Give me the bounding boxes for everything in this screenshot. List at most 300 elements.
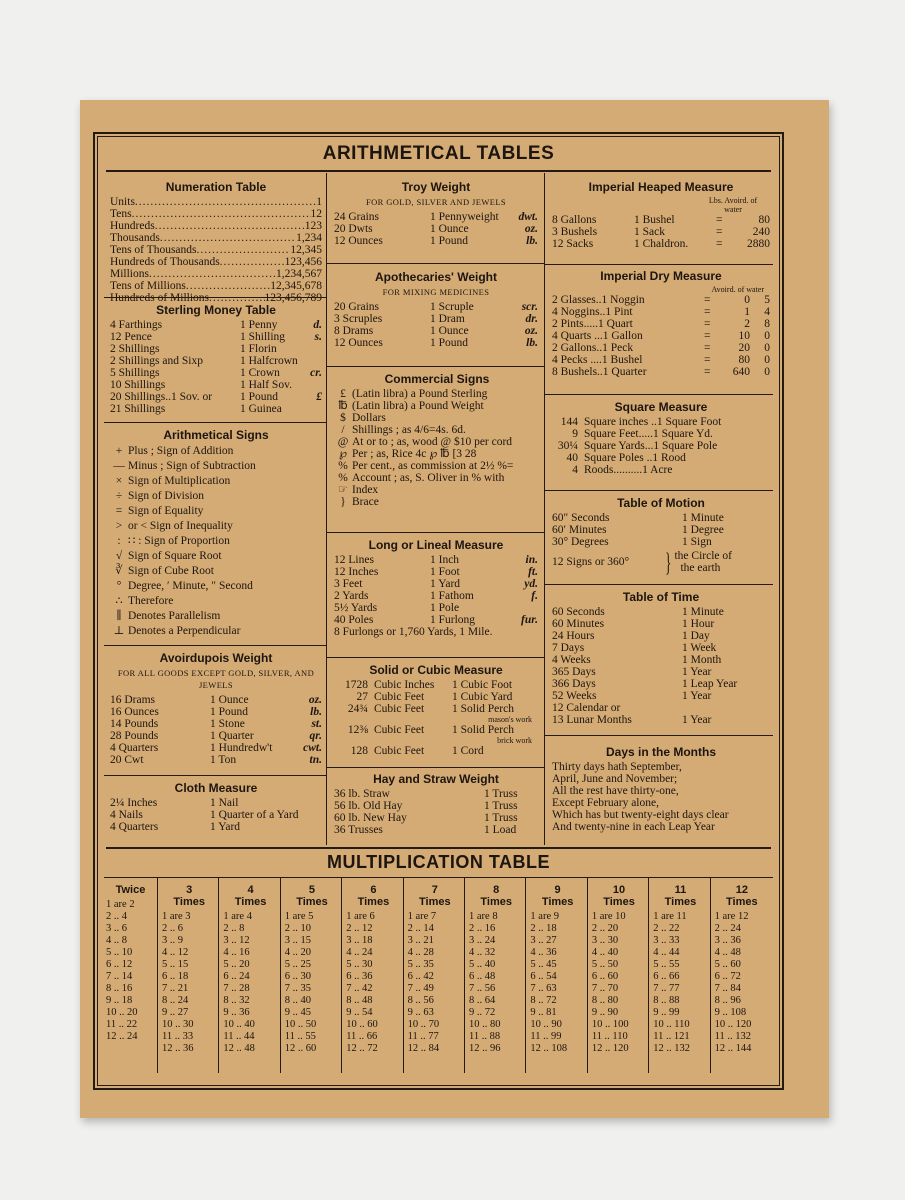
multiplication-line: 2 .. 22 bbox=[653, 923, 680, 934]
divider bbox=[545, 584, 773, 585]
numeration-row bbox=[110, 232, 322, 244]
arith-signs-title: Arithmetical Signs bbox=[163, 428, 269, 442]
equals-sign: = bbox=[716, 238, 723, 250]
arith-sign-row-text: Sign of Cube Root bbox=[128, 565, 214, 577]
multiplication-line: 2 .. 4 bbox=[106, 911, 127, 922]
arith-sign-row-symbol: ÷ bbox=[115, 490, 123, 502]
time-row-right bbox=[682, 702, 770, 714]
cubic-measure bbox=[334, 662, 538, 757]
numeration-row-left: Hundreds of Millions bbox=[110, 292, 210, 304]
numeration-row-right: 12 bbox=[310, 208, 322, 220]
avoirdupois-row-left: 14 Pounds bbox=[110, 718, 159, 730]
arith-sign-row-symbol: × bbox=[115, 475, 123, 487]
lineal-row-left: 40 Poles bbox=[334, 614, 374, 626]
divider bbox=[104, 297, 326, 298]
arith-sign-row bbox=[110, 519, 322, 534]
numeration-row-leader bbox=[132, 208, 311, 220]
multiplication-line: 4 .. 28 bbox=[407, 947, 434, 958]
arith-sign-row-symbol: ⊥ bbox=[113, 625, 125, 637]
dry-left: 2 Glasses..1 Noggin bbox=[552, 294, 645, 306]
square-qty: 9 bbox=[572, 428, 578, 440]
equals-sign: = bbox=[704, 366, 711, 378]
time-row bbox=[552, 654, 770, 666]
hay-row-right: 1 Truss bbox=[484, 800, 518, 812]
cubic-unit: Cubic Feet bbox=[374, 745, 425, 757]
multiplication-line: 8 .. 56 bbox=[407, 995, 434, 1006]
motion-circle-row: 12 Signs or 360° } the Circle of the earth bbox=[552, 548, 732, 577]
lineal-row-abbr: fur. bbox=[521, 614, 538, 626]
imperial-heaped-measure bbox=[552, 179, 770, 250]
commercial-sign-row-text: (Latin libra) a Pound Weight bbox=[352, 400, 484, 412]
cloth-row bbox=[110, 797, 322, 809]
multiplication-line: 4 .. 24 bbox=[346, 947, 373, 958]
divider bbox=[327, 767, 544, 768]
troy-row-left: 24 Grains bbox=[334, 211, 380, 223]
hay-row-left: 36 lb. Straw bbox=[334, 788, 390, 800]
multiplication-line: 6 .. 42 bbox=[407, 971, 434, 982]
time-row-right: 1 Minute bbox=[682, 606, 724, 618]
hay-title: Hay and Straw Weight bbox=[373, 772, 499, 786]
time-row-left: 60 Seconds bbox=[552, 606, 605, 618]
multiplication-line: 8 .. 40 bbox=[284, 995, 312, 1006]
dry-row bbox=[552, 366, 770, 378]
time-row-right: 1 Day bbox=[682, 630, 710, 642]
dry-oz: 0 bbox=[764, 354, 770, 366]
multiplication-column-head: 6 Times bbox=[357, 884, 390, 908]
commercial-sign-row-text: At or to ; as, wood @ $10 per cord bbox=[352, 436, 513, 448]
numeration-row-left: Tens of Millions bbox=[110, 280, 186, 292]
multiplication-line: 12 .. 132 bbox=[653, 1043, 690, 1054]
avoirdupois-row-right: 1 Pound bbox=[210, 706, 249, 718]
cubic-result: 1 Solid Perch bbox=[452, 724, 514, 736]
divider bbox=[327, 366, 544, 367]
time-row-left: 60 Minutes bbox=[552, 618, 605, 630]
arith-sign-row bbox=[110, 624, 322, 639]
avoirdupois-title: Avoirdupois Weight bbox=[159, 651, 273, 665]
motion-row-right: 1 Minute bbox=[682, 512, 724, 524]
multiplication-line: 10 .. 80 bbox=[469, 1019, 501, 1030]
multiplication-line: 10 .. 30 bbox=[161, 1019, 194, 1030]
multiplication-line: 5 .. 25 bbox=[284, 959, 312, 970]
sterling-row bbox=[110, 331, 322, 343]
dry-left: 8 Bushels..1 Quarter bbox=[552, 366, 647, 378]
lineal-row-abbr: yd. bbox=[524, 578, 538, 590]
arith-sign-row-text: Sign of Equality bbox=[128, 505, 204, 517]
multiplication-line: 3 .. 27 bbox=[530, 935, 557, 946]
sterling-row bbox=[110, 355, 322, 367]
cubic-result: 1 Solid Perch bbox=[452, 703, 514, 715]
multiplication-line: 6 .. 48 bbox=[469, 971, 496, 982]
troy-row-abbr: lb. bbox=[526, 235, 538, 247]
commercial-sign-row-symbol: } bbox=[340, 496, 346, 508]
dry-left: 4 Noggins..1 Pint bbox=[552, 306, 633, 318]
time-row-right: 1 Year bbox=[682, 714, 712, 726]
square-qty: 144 bbox=[560, 416, 578, 428]
verse-line: Which has but twenty-eight days clear bbox=[552, 809, 729, 821]
dry-lbs: 0 bbox=[744, 294, 750, 306]
square-text: Roods..........1 Acre bbox=[584, 464, 673, 476]
square-row bbox=[552, 416, 770, 428]
avoirdupois-row bbox=[110, 694, 322, 706]
multiplication-line: 5 .. 50 bbox=[591, 959, 619, 970]
multiplication-line: 7 .. 49 bbox=[407, 983, 434, 994]
dry-row bbox=[552, 306, 770, 318]
multiplication-line: 4 .. 12 bbox=[161, 947, 189, 958]
cloth-row-right: 1 Quarter of a Yard bbox=[210, 809, 299, 821]
dry-left: 2 Gallons..1 Peck bbox=[552, 342, 634, 354]
time-row-right: 1 Month bbox=[682, 654, 722, 666]
numeration-row-leader bbox=[197, 244, 291, 256]
heaped-mid: 1 Chaldron. bbox=[634, 238, 689, 250]
multiplication-column bbox=[218, 878, 279, 1073]
equals-sign: = bbox=[716, 214, 723, 226]
multiplication-line: 6 .. 72 bbox=[714, 971, 741, 982]
avoirdupois-row-left: 16 Drams bbox=[110, 694, 156, 706]
multiplication-line: 5 .. 35 bbox=[407, 959, 434, 970]
time-row-left: 13 Lunar Months bbox=[552, 714, 632, 726]
commercial-sign-row-symbol: £ bbox=[340, 388, 346, 400]
commercial-sign-row-text: Dollars bbox=[352, 412, 386, 424]
avoirdupois-row-left: 16 Ounces bbox=[110, 706, 159, 718]
avoirdupois-weight bbox=[110, 650, 322, 766]
multiplication-line: 1 are 3 bbox=[161, 911, 191, 922]
multiplication-line: 3 .. 12 bbox=[223, 935, 250, 946]
dry-title: Imperial Dry Measure bbox=[600, 269, 722, 283]
divider bbox=[545, 264, 773, 265]
cloth-row-left: 4 Nails bbox=[110, 809, 143, 821]
divider bbox=[545, 490, 773, 491]
cubic-unit: Cubic Feet bbox=[374, 691, 425, 703]
arith-sign-row bbox=[110, 534, 322, 549]
multiplication-line: 9 .. 63 bbox=[407, 1007, 434, 1018]
arith-sign-row bbox=[110, 444, 322, 459]
numeration-row bbox=[110, 244, 322, 256]
sterling-row-abbr: cr. bbox=[310, 367, 322, 379]
multiplication-column bbox=[102, 878, 157, 1073]
multiplication-line: 9 .. 72 bbox=[469, 1007, 496, 1018]
avoirdupois-row bbox=[110, 718, 322, 730]
lineal-row bbox=[334, 602, 538, 614]
multiplication-line: 10 .. 50 bbox=[284, 1019, 317, 1030]
cubic-qty: 12⅜ bbox=[347, 724, 368, 736]
apothecaries-subtitle: FOR MIXING MEDICINES bbox=[382, 287, 490, 297]
numeration-row-right: 12,345 bbox=[290, 244, 322, 256]
sterling-row bbox=[110, 319, 322, 331]
motion-title: Table of Motion bbox=[617, 496, 705, 510]
multiplication-line: 9 .. 27 bbox=[161, 1007, 189, 1018]
arithmetical-signs bbox=[110, 427, 322, 639]
arith-sign-row-text: Therefore bbox=[128, 595, 174, 607]
multiplication-column bbox=[464, 878, 525, 1073]
hay-row bbox=[334, 788, 538, 800]
lineal-row-left: 12 Inches bbox=[334, 566, 379, 578]
apothecaries-row bbox=[334, 313, 538, 325]
arith-sign-row-text: Denotes a Perpendicular bbox=[128, 625, 241, 637]
apothecaries-row bbox=[334, 325, 538, 337]
multiplication-line: 3 .. 15 bbox=[284, 935, 312, 946]
multiplication-line: 11 .. 44 bbox=[223, 1031, 255, 1042]
multiplication-column-head: 11 Times bbox=[664, 884, 697, 908]
multiplication-line: 6 .. 60 bbox=[591, 971, 619, 982]
multiplication-line: 2 .. 18 bbox=[530, 923, 557, 934]
square-text: Square inches ..1 Square Foot bbox=[584, 416, 722, 428]
avoirdupois-row-right: 1 Hundredw't bbox=[210, 742, 273, 754]
section-rule bbox=[106, 847, 771, 849]
multiplication-column bbox=[710, 878, 771, 1073]
multiplication-line: 9 .. 99 bbox=[653, 1007, 680, 1018]
commercial-sign-row-symbol: $ bbox=[340, 412, 346, 424]
dry-lbs: 640 bbox=[732, 366, 750, 378]
multiplication-column-head: Twice bbox=[115, 884, 146, 896]
sterling-row bbox=[110, 367, 322, 379]
arith-sign-row-text: Degree, ′ Minute, ″ Second bbox=[128, 580, 253, 592]
booklet-back-cover bbox=[80, 100, 829, 1118]
troy-row-right: 1 Pennyweight bbox=[430, 211, 499, 223]
multiplication-line: 11 .. 121 bbox=[653, 1031, 690, 1042]
equals-sign: = bbox=[704, 318, 711, 330]
multiplication-line: 10 .. 40 bbox=[223, 1019, 255, 1030]
equals-sign: = bbox=[704, 306, 711, 318]
square-row bbox=[552, 440, 770, 452]
commercial-sign-row-symbol: ☞ bbox=[337, 484, 349, 496]
commercial-sign-row-symbol: @ bbox=[337, 436, 349, 448]
commercial-sign-row bbox=[334, 436, 540, 448]
heaped-value: 240 bbox=[752, 226, 770, 238]
hay-row-left: 60 lb. New Hay bbox=[334, 812, 407, 824]
multiplication-line: 9 .. 45 bbox=[284, 1007, 312, 1018]
multiplication-column bbox=[587, 878, 648, 1073]
multiplication-line: 2 .. 6 bbox=[161, 923, 183, 934]
commercial-sign-row bbox=[334, 484, 540, 496]
multiplication-line: 1 are 12 bbox=[714, 911, 749, 922]
cloth-row-right: 1 Yard bbox=[210, 821, 241, 833]
multiplication-grid bbox=[102, 878, 771, 1073]
cloth-row-left: 2¼ Inches bbox=[110, 797, 158, 809]
multiplication-title: MULTIPLICATION TABLE bbox=[327, 852, 550, 872]
arith-sign-row bbox=[110, 549, 322, 564]
page-title: ARITHMETICAL TABLES bbox=[322, 143, 555, 164]
numeration-row-right: 123 bbox=[304, 220, 322, 232]
multiplication-line: 2 .. 14 bbox=[407, 923, 434, 934]
hay-row-right: 1 Load bbox=[484, 824, 517, 836]
commercial-sign-row bbox=[334, 412, 540, 424]
commercial-sign-row-text: Per cent., as commission at 2½ %= bbox=[352, 460, 514, 472]
cloth-row bbox=[110, 821, 322, 833]
multiplication-column-head: 4 Times bbox=[234, 884, 267, 908]
cubic-result: 1 Cubic Foot bbox=[452, 679, 513, 691]
verse-line: And twenty-nine in each Leap Year bbox=[552, 821, 715, 833]
cubic-qty: 24¾ bbox=[347, 703, 368, 715]
troy-row bbox=[334, 211, 538, 223]
numeration-row-leader bbox=[155, 220, 305, 232]
multiplication-line: 5 .. 45 bbox=[530, 959, 557, 970]
cubic-unit: Cubic Inches bbox=[374, 679, 435, 691]
avoirdupois-row bbox=[110, 742, 322, 754]
multiplication-line: 5 .. 40 bbox=[469, 959, 496, 970]
commercial-sign-row bbox=[334, 472, 540, 484]
avoirdupois-row-right: 1 Ton bbox=[210, 754, 237, 766]
time-row-right: 1 Year bbox=[682, 666, 712, 678]
heaped-title: Imperial Heaped Measure bbox=[588, 180, 734, 194]
commercial-sign-row-symbol: % bbox=[338, 472, 348, 484]
time-row bbox=[552, 666, 770, 678]
multiplication-line: 7 .. 70 bbox=[591, 983, 619, 994]
multiplication-line: 3 .. 6 bbox=[106, 923, 127, 934]
sterling-money-table bbox=[110, 302, 322, 415]
numeration-row-left: Hundreds of Thousands bbox=[110, 256, 220, 268]
equals-sign: = bbox=[704, 330, 711, 342]
multiplication-line: 7 .. 84 bbox=[714, 983, 741, 994]
dry-row bbox=[552, 342, 770, 354]
multiplication-line: 2 .. 12 bbox=[346, 923, 373, 934]
lineal-row-left: 12 Lines bbox=[334, 554, 374, 566]
sterling-row-left: 20 Shillings..1 Sov. or bbox=[110, 391, 213, 403]
multiplication-line: 12 .. 60 bbox=[284, 1043, 317, 1054]
commercial-sign-row bbox=[334, 424, 540, 436]
hay-row-right: 1 Truss bbox=[484, 788, 518, 800]
time-row bbox=[552, 702, 770, 714]
numeration-row-left: Millions bbox=[110, 268, 149, 280]
multiplication-line: 11 .. 110 bbox=[591, 1031, 628, 1042]
time-row bbox=[552, 618, 770, 630]
multiplication-line: 4 .. 32 bbox=[469, 947, 496, 958]
time-row-left: 24 Hours bbox=[552, 630, 595, 642]
apothecaries-row bbox=[334, 337, 538, 349]
multiplication-line: 4 .. 20 bbox=[284, 947, 312, 958]
apothecaries-row-right: 1 Pound bbox=[430, 337, 469, 349]
time-row-left: 365 Days bbox=[552, 666, 596, 678]
troy-row-abbr: oz. bbox=[524, 223, 538, 235]
time-row bbox=[552, 714, 770, 726]
multiplication-line: 2 .. 16 bbox=[469, 923, 496, 934]
lineal-row-right: 1 Furlong bbox=[430, 614, 476, 626]
numeration-row-leader bbox=[220, 256, 285, 268]
multiplication-line: 12 .. 84 bbox=[407, 1043, 440, 1054]
cloth-measure bbox=[110, 780, 322, 833]
multiplication-line: 3 .. 24 bbox=[469, 935, 496, 946]
sterling-row-abbr: d. bbox=[313, 319, 322, 331]
lineal-row-abbr: f. bbox=[531, 590, 538, 602]
time-row bbox=[552, 606, 770, 618]
equals-sign: = bbox=[704, 294, 711, 306]
hay-row bbox=[334, 800, 538, 812]
multiplication-line: 5 .. 60 bbox=[714, 959, 741, 970]
square-row bbox=[552, 428, 770, 440]
numeration-row-leader bbox=[186, 280, 270, 292]
dry-oz: 4 bbox=[764, 306, 770, 318]
hay-row-left: 56 lb. Old Hay bbox=[334, 800, 403, 812]
time-row-left: 52 Weeks bbox=[552, 690, 597, 702]
apothecaries-row-abbr: lb. bbox=[526, 337, 538, 349]
multiplication-column-head: 9 Times bbox=[541, 884, 574, 908]
divider bbox=[104, 775, 326, 776]
arith-sign-row-text: ∷ : Sign of Proportion bbox=[128, 535, 230, 547]
heaped-mid: 1 Sack bbox=[634, 226, 665, 238]
multiplication-line: 8 .. 96 bbox=[714, 995, 741, 1006]
multiplication-line: 4 .. 16 bbox=[223, 947, 250, 958]
heaped-row bbox=[552, 226, 770, 238]
numeration-row-left: Thousands bbox=[110, 232, 160, 244]
numeration-row-right: 123,456 bbox=[284, 256, 322, 268]
multiplication-line: 9 .. 81 bbox=[530, 1007, 557, 1018]
numeration-row-right: 12,345,678 bbox=[270, 280, 322, 292]
commercial-sign-row-text: Per ; as, Rice 4c ℘ ℔ [3 28 bbox=[352, 448, 477, 460]
cubic-row bbox=[334, 745, 538, 757]
troy-subtitle: FOR GOLD, SILVER AND JEWELS bbox=[365, 197, 507, 207]
square-qty: 4 bbox=[572, 464, 578, 476]
arith-sign-row bbox=[110, 489, 322, 504]
multiplication-line: 7 .. 77 bbox=[653, 983, 680, 994]
apothecaries-weight bbox=[334, 269, 538, 349]
multiplication-line: 6 .. 18 bbox=[161, 971, 189, 982]
troy-row-abbr: dwt. bbox=[518, 211, 538, 223]
equals-sign: = bbox=[704, 342, 711, 354]
multiplication-column bbox=[525, 878, 586, 1073]
heaped-value: 2880 bbox=[747, 238, 770, 250]
arith-sign-row bbox=[110, 594, 322, 609]
imperial-dry-measure bbox=[552, 268, 770, 378]
avoirdupois-row-abbr: qr. bbox=[309, 730, 322, 742]
square-measure bbox=[552, 399, 770, 476]
lineal-row-left: 2 Yards bbox=[334, 590, 369, 602]
lineal-row-right: 1 Yard bbox=[430, 578, 461, 590]
numeration-row-right: 1,234,567 bbox=[276, 268, 322, 280]
multiplication-line: 11 .. 88 bbox=[469, 1031, 501, 1042]
time-row bbox=[552, 642, 770, 654]
numeration-row bbox=[110, 220, 322, 232]
arith-sign-row-symbol: ∥ bbox=[116, 610, 122, 622]
cubic-row bbox=[334, 703, 538, 715]
commercial-sign-row bbox=[334, 460, 540, 472]
table-of-time bbox=[552, 589, 770, 726]
multiplication-line: 8 .. 80 bbox=[591, 995, 619, 1006]
arith-sign-row-symbol: > bbox=[115, 520, 123, 532]
multiplication-line: 11 .. 99 bbox=[530, 1031, 562, 1042]
commercial-sign-row-symbol: % bbox=[338, 460, 348, 472]
cubic-title: Solid or Cubic Measure bbox=[369, 663, 503, 677]
multiplication-line: 10 .. 110 bbox=[653, 1019, 690, 1030]
dry-row bbox=[552, 354, 770, 366]
square-row bbox=[552, 452, 770, 464]
arith-sign-row bbox=[110, 579, 322, 594]
multiplication-line: 11 .. 33 bbox=[161, 1031, 194, 1042]
time-row-right: 1 Year bbox=[682, 690, 712, 702]
multiplication-line: 10 .. 90 bbox=[530, 1019, 562, 1030]
arith-sign-row-text: Denotes Parallelism bbox=[128, 610, 221, 622]
hay-straw-weight bbox=[334, 771, 538, 836]
arith-sign-row-text: Sign of Square Root bbox=[128, 550, 222, 562]
multiplication-line: 1 are 2 bbox=[106, 899, 135, 910]
arith-sign-row-text: Plus ; Sign of Addition bbox=[128, 445, 234, 457]
square-qty: 40 bbox=[566, 452, 578, 464]
cubic-qty: 1728 bbox=[345, 679, 368, 691]
multiplication-line: 3 .. 21 bbox=[407, 935, 434, 946]
numeration-row-left: Units bbox=[110, 196, 135, 208]
multiplication-column-head: 3 Times bbox=[173, 884, 205, 908]
divider bbox=[545, 394, 773, 395]
dry-oz: 0 bbox=[764, 330, 770, 342]
divider bbox=[327, 263, 544, 264]
multiplication-line: 12 .. 144 bbox=[714, 1043, 752, 1054]
avoirdupois-row-left: 20 Cwt bbox=[110, 754, 144, 766]
lineal-row bbox=[334, 614, 538, 626]
numeration-row-leader bbox=[135, 196, 316, 208]
dry-oz: 0 bbox=[764, 342, 770, 354]
arith-sign-row-symbol: ° bbox=[116, 580, 122, 592]
sterling-row-left: 4 Farthings bbox=[110, 319, 163, 331]
avoirdupois-row-abbr: oz. bbox=[308, 694, 322, 706]
commercial-sign-row bbox=[334, 496, 540, 508]
